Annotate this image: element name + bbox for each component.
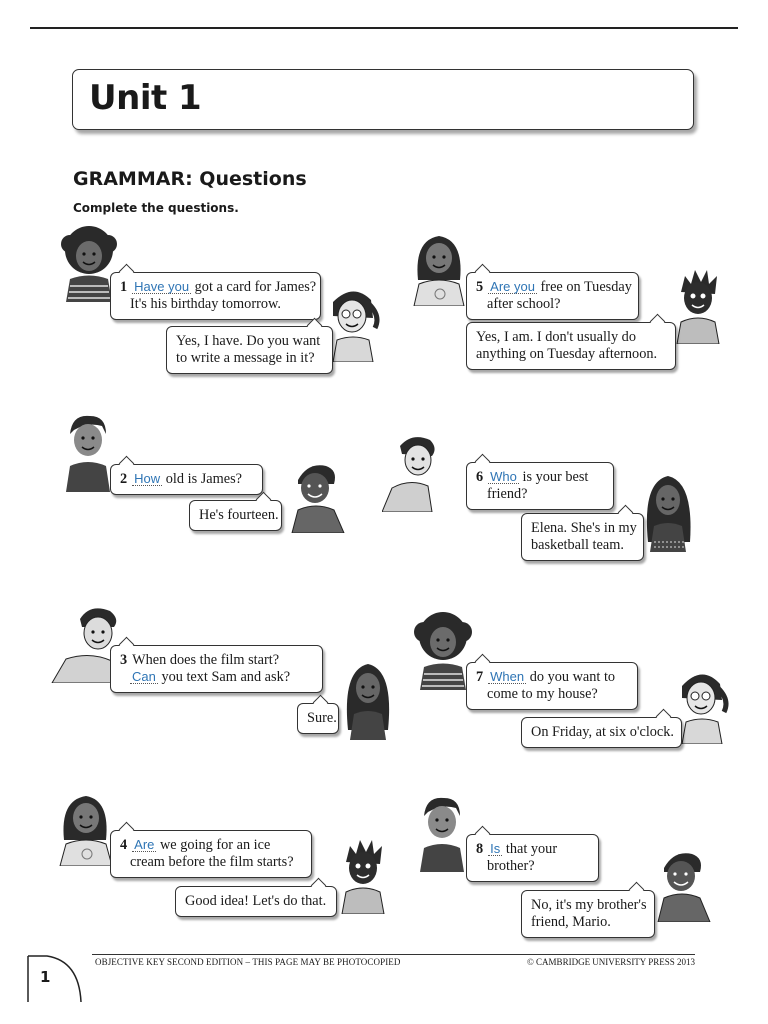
reply-text: Good idea! Let's do that. [185,893,327,909]
answer-text: Who [490,469,517,484]
girl-long-hair-2-icon [342,660,394,740]
question-text-line2: come to my house? [487,686,598,702]
question-bubble-8 [466,834,599,882]
question-number: 8 [476,841,484,857]
question-text-line2: cream before the film starts? [130,854,294,870]
reply-text: Elena. She's in my [531,520,637,536]
question-text: free on Tuesday [540,279,632,295]
answer-text: How [134,471,161,486]
reply-bubble-5 [466,322,676,370]
unit-header-box [72,69,694,130]
boy-jacket-2-icon [654,848,712,922]
question-text: got a card for James? [194,279,317,295]
top-rule [30,27,738,29]
question-text: that your [505,841,558,857]
girl-dark-hair-icon [410,230,468,306]
question-number: 5 [476,279,484,295]
question-text: old is James? [165,471,242,487]
section-title: GRAMMAR: Questions [73,168,307,190]
reply-text: Yes, I am. I don't usually do [476,329,636,345]
page-number: 1 [40,968,51,986]
reply-text: Sure. [307,710,337,726]
question-bubble-3 [110,645,323,693]
answer-text: Have you [134,279,190,294]
question-text: When does the film start? [132,652,280,668]
question-number: 1 [120,279,128,295]
question-text-line2: It's his birthday tomorrow. [130,296,281,312]
question-bubble-4 [110,830,312,878]
question-text-line2: friend? [487,486,528,502]
reply-text: He's fourteen. [199,507,279,523]
question-text-line2: you text Sam and ask? [161,669,291,685]
boy-short-hair-icon [62,410,112,492]
reply-text-line2: basketball team. [531,537,624,553]
question-number: 4 [120,837,128,853]
question-text-line2: after school? [487,296,561,312]
girl-ponytail-2-icon [674,664,730,744]
footer-copyright-notice: OBJECTIVE KEY SECOND EDITION – THIS PAGE MAY BE PHOTOCOPIED [95,957,401,967]
answer-text: Are [134,837,155,852]
girl-curly-hair-2-icon [414,610,472,690]
reply-bubble-3 [297,703,339,734]
question-number: 7 [476,669,484,685]
footer-publisher: © CAMBRIDGE UNIVERSITY PRESS 2013 [526,957,695,967]
reply-bubble-2 [189,500,282,531]
boy-spiky-hair-2-icon [340,838,386,914]
question-bubble-7 [466,662,638,710]
girl-dark-hair-2-icon [58,790,114,866]
question-number: 6 [476,469,484,485]
reply-bubble-7 [521,717,682,748]
question-bubble-2 [110,464,263,495]
boy-spiky-hair-icon [675,268,721,344]
page-number-tab [27,955,83,1003]
footer-rule [92,954,695,955]
question-number: 2 [120,471,128,487]
reply-text-line2: anything on Tuesday afternoon. [476,346,658,362]
answer-text: Are you [490,279,535,294]
reply-bubble-1 [166,326,333,374]
question-bubble-5 [466,272,639,320]
question-bubble-1 [110,272,321,320]
reply-bubble-6 [521,513,644,561]
boy-short-hair-2-icon [416,792,466,872]
instruction: Complete the questions. [73,201,239,215]
boy-jacket-icon [288,460,346,533]
reply-text-line2: friend, Mario. [531,914,611,930]
girl-ponytail-icon [325,282,380,362]
reply-text: No, it's my brother's [531,897,647,913]
question-text: is your best [522,469,589,485]
answer-text: When [490,669,525,684]
answer-text: Can [132,669,156,684]
reply-text: On Friday, at six o'clock. [531,724,675,740]
reply-text-line2: to write a message in it? [176,350,315,366]
boy-leaning-icon [382,432,442,512]
question-text-line2: brother? [487,858,535,874]
reply-bubble-4 [175,886,337,917]
unit-title: Unit 1 [89,78,202,118]
girl-long-hair-icon [640,472,696,552]
question-text: do you want to [529,669,616,685]
question-bubble-6 [466,462,614,510]
reply-text: Yes, I have. Do you want [176,333,321,349]
question-text: we going for an ice [159,837,271,853]
answer-text: Is [490,841,501,856]
reply-bubble-8 [521,890,655,938]
question-number: 3 [120,652,128,668]
